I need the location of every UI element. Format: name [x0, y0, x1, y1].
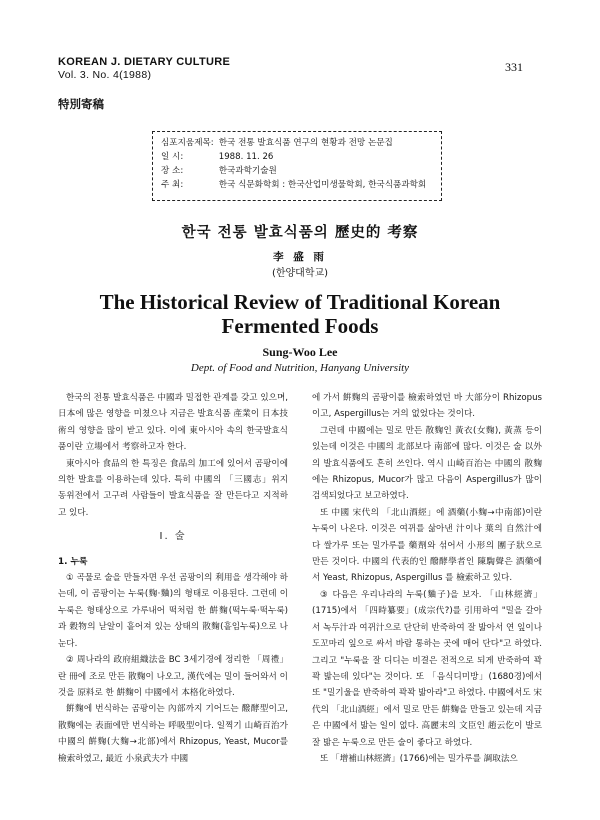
korean-author: 李 盛 雨 [273, 251, 327, 263]
paragraph: 그런데 中國에는 밀로 만든 散麴인 黃衣(女麴), 黃蒸 등이 있는데 이것은 中國의 北部보다 南部에 많다. 이것은 술 以外의 발효식품에도 흔히 쓰인다. 역시 山崎百治는 中國의 散麴에는 Rhizopus, Mucor가 많고 다음이 Aspergillus가 많이 검색되었다고 보고하였다. [312, 425, 542, 502]
article-category: 特別寄稿 [58, 97, 104, 111]
paragraph: ③ 다음은 우리나라의 누룩(麯子)을 보자. 「山林經濟」(1715)에서 「四時纂要」(成宗代?)를 引用하여 "밀을 갈아서 녹두汁과 여뀌汁으로 단단히 반죽하여 잘 밟아서 연 잎이나 도꼬마리 잎으로 싸서 바람 통하는 곳에 매어 단다"고 하였다. 그리고 "누룩을 잘 디디는 비결은 전적으로 되게 반죽하여 꽉꽉 밟는데 있다"는 것이다. 또 「음식디미방」(1680경)에서 또 "밀기울을 반죽하여 꽉꽉 밟아라"고 하였다. 中國에서도 宋代의 「北山酒經」에서 밀로 만든 餠麴을 만들고 있는데 지금은 中國에서 밟는 일이 없다. 高麗末의 文臣인 趙云仡이 발로 잘 밟은 누룩으로 만든 술이 좋다고 하였다. [312, 589, 542, 748]
english-affiliation: Dept. of Food and Nutrition, Hanyang University [190, 362, 410, 374]
row-value: 1988. 11. 26 [218, 152, 274, 162]
left-column [58, 390, 288, 767]
page-number: 331 [505, 60, 523, 74]
paragraph: 또 中國 宋代의 「北山酒經」에 酒藥(小麴→中南部)이란 누룩이 나온다. 이것은 여뀌를 삶아낸 汁이나 葉의 自然汁에다 쌀가루 또는 밀가루를 藥劑와 섞어서 小形의 團子狀으로 만든 것이다. 中國의 代表的인 醱酵學者인 陳騊聲은 酒藥에서 Yeast, Rhizopus, Aspergillus 를 檢索하고 있다. [312, 507, 542, 584]
english-title [0, 290, 600, 338]
korean-title: 한국 전통 발효식품의 歷史的 考察 [181, 225, 419, 241]
row-value: 한국과학기술원 [218, 166, 277, 176]
subsection-heading: 1. 누룩 [58, 556, 88, 567]
row-value: 한국 식문화학회 : 한국산업미생물학회, 한국식품과학회 [218, 180, 427, 190]
row-label: 심포지움제목: [161, 138, 214, 148]
symposium-place-row [161, 164, 435, 178]
row-label: 장 소: [161, 166, 184, 176]
symposium-title-row [161, 136, 435, 150]
row-value: 한국 전통 발효식품 연구의 현황과 전망 논문집 [218, 138, 393, 148]
english-title-line-1: The Historical Review of Traditional Korean [99, 290, 501, 314]
paragraph: ② 周나라의 政府組織法을 BC 3세기경에 정리한 「周禮」란 冊에 조로 만든 散麴이 나오고, 漢代에는 밀이 들어와서 이것을 原料로 한 餠麴이 中國에서 本格化하였다. [58, 655, 288, 698]
journal-volume: Vol. 3. No. 4(1988) [58, 69, 152, 81]
paragraph: 에 가서 餠麴의 곰팡이를 檢索하였던 바 大部分이 Rhizopus이고, Aspergillus는 거의 없었다는 것이다. [312, 393, 542, 420]
english-title-line-2: Fermented Foods [221, 314, 379, 338]
row-label: 주 최: [161, 180, 184, 190]
english-author: Sung-Woo Lee [262, 345, 338, 359]
paragraph: 또 「增補山林經濟」(1766)에는 밀가루를 調取法으 [320, 753, 518, 764]
symposium-host-row [161, 178, 435, 192]
paragraph: 한국의 전통 발효식품은 中國과 밀접한 관계를 갖고 있으며, 日本에 많은 영향을 미쳤으나 지금은 발효식품 產業이 日本技術의 영향을 많이 받고 있다. 이에 東아시아 속의 한국발효식품이란 立場에서 考察하고자 한다. [58, 393, 288, 453]
symposium-date-row [161, 150, 435, 164]
symposium-info-box [152, 131, 442, 201]
right-column [312, 390, 542, 767]
section-heading: I. 술 [159, 531, 187, 543]
paragraph: 餠麴에 번식하는 곰팡이는 內部까지 기어드는 醱酵型이고, 散麴에는 表面에만 번식하는 呼吸型이다. 일찍기 山崎百治가 中國의 餠麴(大麴→北部)에서 Rhizopus, Yeast, Mucor를 檢索하였고, 最近 小泉武夫가 中國 [58, 704, 288, 764]
korean-affiliation: (한양대학교) [271, 268, 329, 279]
journal-name: KOREAN J. DIETARY CULTURE [58, 56, 231, 68]
journal-header [58, 56, 230, 82]
paragraph: ① 곡물로 술을 만들자면 우선 곰팡이의 利用을 생각해야 하는데, 이 곰팡이는 누룩(麴·麯)의 형태로 이용된다. 그런데 이 누룩은 형태상으로 가루내어 떡처럼 한 餠麴(떡누룩·떡누룩)과 穀物의 낟알이 흩어져 있는 상태의 散麴(흩임누룩)으로 나눈다. [58, 573, 288, 649]
paragraph: 東아시아 食品의 한 특징은 食品의 加工에 있어서 곰팡이에 의한 발효를 이용하는데 있다. 특히 中國의 「三國志」위지 동위전에서 고구려 사람들이 발효식품을 잘 만든다고 지적하고 있다. [58, 458, 288, 518]
row-label: 일 시: [161, 152, 184, 162]
